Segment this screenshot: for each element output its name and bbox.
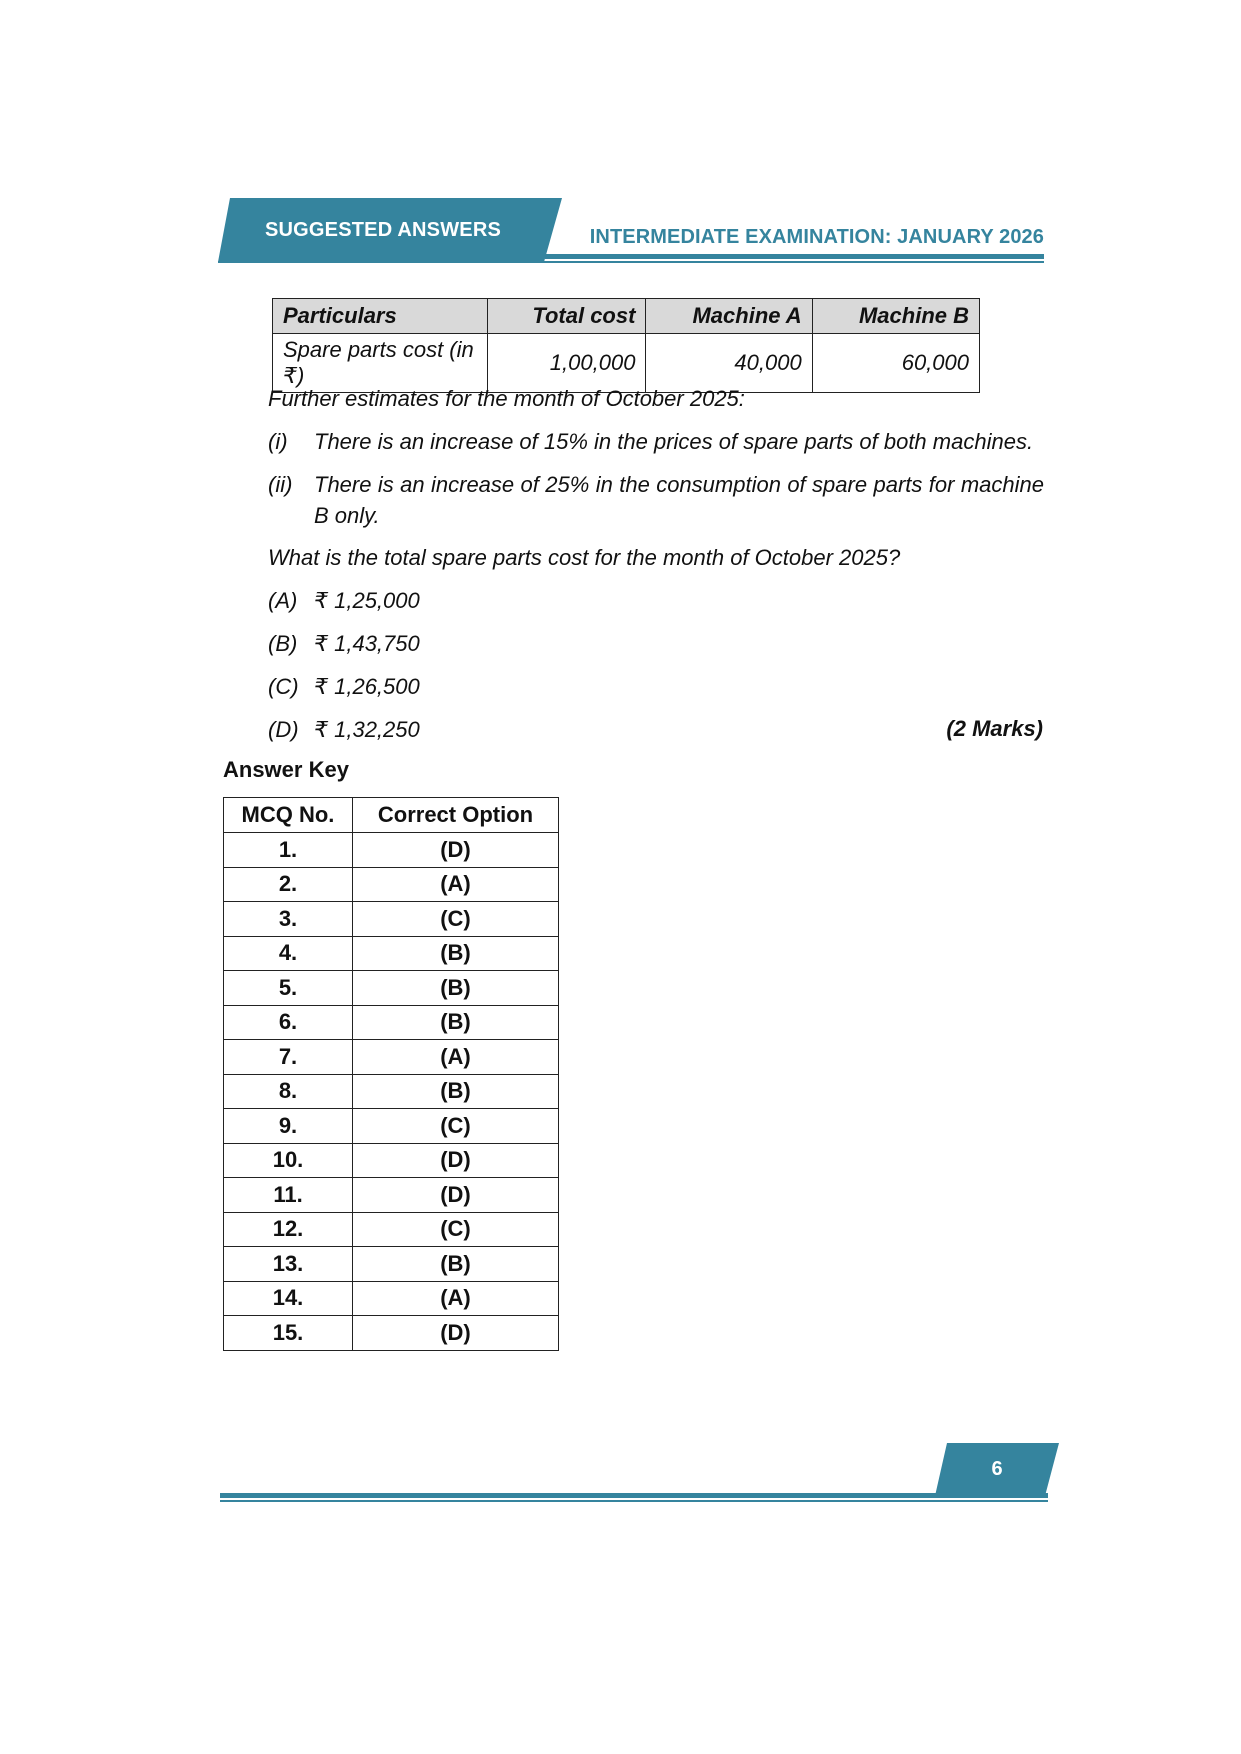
table-row — [224, 1178, 559, 1213]
correct-option: (B) — [353, 1074, 559, 1109]
header-machine-a: Machine A — [646, 299, 812, 334]
cell-machine-a: 40,000 — [646, 334, 812, 393]
mcq-number: 12. — [224, 1212, 353, 1247]
table-row — [224, 1109, 559, 1144]
correct-option: (D) — [353, 1143, 559, 1178]
point-label: (ii) — [268, 472, 293, 497]
correct-option: (C) — [353, 1212, 559, 1247]
option-text: ₹ 1,32,250 — [314, 717, 420, 742]
correct-option: (B) — [353, 971, 559, 1006]
mcq-number: 7. — [224, 1040, 353, 1075]
mcq-number: 8. — [224, 1074, 353, 1109]
cell-total-cost: 1,00,000 — [488, 334, 646, 393]
option-d — [268, 714, 420, 745]
correct-option: (D) — [353, 833, 559, 868]
correct-option: (D) — [353, 1316, 559, 1351]
header-mcq-no: MCQ No. — [224, 798, 353, 833]
option-label: (C) — [268, 674, 299, 699]
mcq-number: 9. — [224, 1109, 353, 1144]
mcq-number: 1. — [224, 833, 353, 868]
marks-label: (2 Marks) — [946, 716, 1043, 741]
correct-option: (B) — [353, 936, 559, 971]
table-header-row — [273, 299, 980, 334]
estimate-point-1 — [268, 426, 1033, 457]
question-prompt: What is the total spare parts cost for the month of October 2025? — [268, 545, 901, 570]
header-machine-b: Machine B — [812, 299, 979, 334]
estimates-intro: Further estimates for the month of October 2025: — [268, 386, 745, 411]
option-text: ₹ 1,26,500 — [314, 674, 420, 699]
table-row — [224, 833, 559, 868]
table-row — [224, 971, 559, 1006]
exam-title: INTERMEDIATE EXAMINATION: JANUARY 2026 — [589, 226, 1044, 248]
mcq-number: 15. — [224, 1316, 353, 1351]
table-row — [224, 1074, 559, 1109]
table-row — [224, 867, 559, 902]
footer-rule-thin — [220, 1500, 1048, 1502]
header-rule-thin — [218, 261, 1044, 263]
answer-key-title: Answer Key — [223, 757, 349, 782]
table-row — [224, 1316, 559, 1351]
answer-key-table — [223, 797, 559, 1351]
option-text: ₹ 1,25,000 — [314, 588, 420, 613]
mcq-number: 2. — [224, 867, 353, 902]
table-row — [224, 1281, 559, 1316]
header-rule-thick — [545, 254, 1044, 259]
cell-machine-b: 60,000 — [812, 334, 979, 393]
correct-option: (A) — [353, 1281, 559, 1316]
correct-option: (D) — [353, 1178, 559, 1213]
option-label: (A) — [268, 588, 298, 613]
mcq-number: 6. — [224, 1005, 353, 1040]
mcq-number: 5. — [224, 971, 353, 1006]
table-row — [224, 1143, 559, 1178]
correct-option: (C) — [353, 902, 559, 937]
page-number: 6 — [991, 1458, 1003, 1480]
option-b — [268, 628, 420, 659]
option-label: (B) — [268, 631, 298, 656]
answer-key-header-row — [224, 798, 559, 833]
correct-option: (A) — [353, 867, 559, 902]
table-row — [224, 1005, 559, 1040]
header-tab-title: SUGGESTED ANSWERS — [264, 218, 502, 241]
mcq-number: 11. — [224, 1178, 353, 1213]
table-row — [224, 902, 559, 937]
header-particulars: Particulars — [273, 299, 488, 334]
table-row — [224, 1247, 559, 1282]
footer-rule-thick — [220, 1493, 1048, 1498]
mcq-number: 4. — [224, 936, 353, 971]
table-row — [224, 1040, 559, 1075]
cell-particulars: Spare parts cost (in ₹) — [273, 334, 488, 393]
correct-option: (C) — [353, 1109, 559, 1144]
option-label: (D) — [268, 717, 299, 742]
mcq-number: 3. — [224, 902, 353, 937]
option-text: ₹ 1,43,750 — [314, 631, 420, 656]
header-total-cost: Total cost — [488, 299, 646, 334]
point-text: There is an increase of 15% in the prices of spare parts of both machines. — [314, 429, 1034, 454]
mcq-number: 13. — [224, 1247, 353, 1282]
header-correct-option: Correct Option — [353, 798, 559, 833]
correct-option: (A) — [353, 1040, 559, 1075]
spare-parts-cost-table — [272, 298, 980, 393]
correct-option: (B) — [353, 1005, 559, 1040]
mcq-number: 10. — [224, 1143, 353, 1178]
mcq-number: 14. — [224, 1281, 353, 1316]
table-row — [224, 1212, 559, 1247]
point-text: There is an increase of 25% in the consumption of spare parts for machine B only. — [314, 472, 1044, 528]
option-a — [268, 585, 420, 616]
point-label: (i) — [268, 429, 288, 454]
table-row — [224, 936, 559, 971]
option-c — [268, 671, 420, 702]
estimate-point-2 — [268, 469, 1044, 531]
correct-option: (B) — [353, 1247, 559, 1282]
